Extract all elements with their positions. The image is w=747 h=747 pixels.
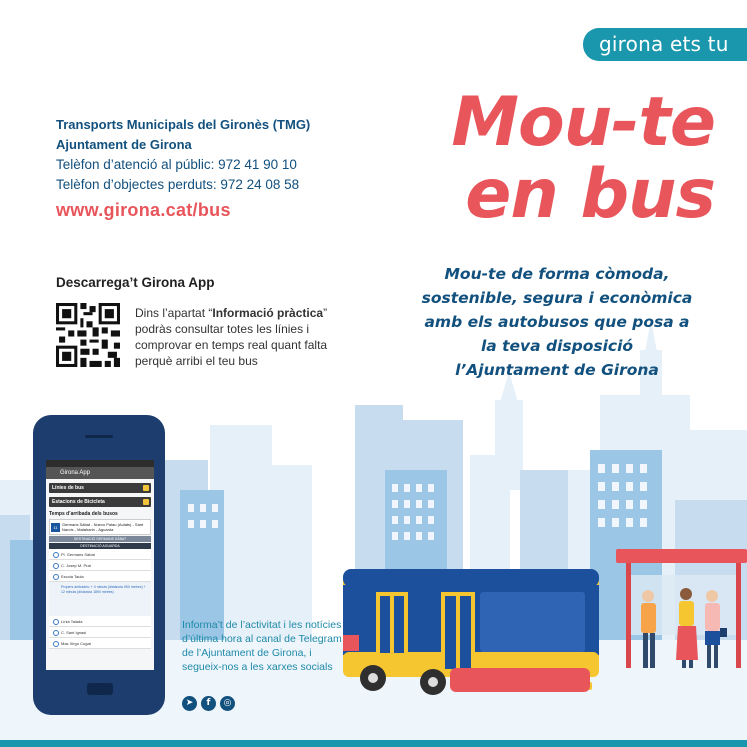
stop-item[interactable]: Pl. Germans Sàbat xyxy=(49,549,151,560)
route-card[interactable]: 11 Germans Sàbat - Nuevo Palau (Aulats) - Sant Narcís - Mataharin - Aguarda xyxy=(49,519,151,535)
bottom-band xyxy=(0,740,747,747)
stop-item[interactable]: C. Josep M. Prat xyxy=(49,560,151,571)
org-name: Transports Municipals del Gironès (TMG) xyxy=(56,117,311,132)
subheadline: Mou-te de forma còmoda, sostenible, segura i econòmica amb els autobusos que posa a la teva disposició l’Ajuntament de Girona xyxy=(421,265,693,379)
app-description: Dins l’apartat “Informació pràctica” podràs consultar totes les línies i comprovar en temps real quant falta perquè arribi el teu bus xyxy=(135,306,328,368)
phone-screen xyxy=(46,460,154,670)
bike-stations-button[interactable]: Estacions de Bicicleta xyxy=(49,497,151,507)
destination-2: DESTINACIÓ AGUARDA xyxy=(49,543,151,549)
qr-code-icon[interactable] xyxy=(56,303,120,367)
stop-item[interactable]: Línia Taiada xyxy=(49,616,151,627)
headline xyxy=(451,83,715,234)
destination-1: DESTINACIÓ GERMANS SÀBAT xyxy=(49,536,151,542)
stop-item[interactable]: Mas Xirgu Cugat xyxy=(49,638,151,649)
org-council: Ajuntament de Girona xyxy=(56,137,192,152)
telegram-note: Informa’t de l’activitat i les notícies d’última hora al canal de Telegram de l’Ajuntament de Girona, i segueix-nos a les xarxes socials xyxy=(182,619,342,673)
phone-speaker xyxy=(85,435,113,438)
app-bar: Girona App xyxy=(46,467,154,479)
app-section-name: Informació pràctica xyxy=(212,306,324,320)
headline-line2: en bus xyxy=(465,155,715,234)
phone-lost-items: Telèfon d’objectes perduts: 972 24 08 58 xyxy=(56,177,300,192)
bus-lines-button[interactable]: Línies de bus xyxy=(49,483,151,493)
instagram-icon[interactable]: ◎ xyxy=(220,696,235,711)
website-link[interactable]: www.girona.cat/bus xyxy=(56,200,231,220)
social-links xyxy=(182,696,235,711)
bus-illustration xyxy=(343,569,599,695)
arrival-times-title: Temps d’arribada dels busos xyxy=(49,511,118,517)
arrival-info: Propers arribades: + 4 minuts (distància 950 metres) + 12 minuts (distància 1890 metres) xyxy=(49,582,151,616)
organization-info xyxy=(56,115,310,221)
facebook-icon[interactable]: f xyxy=(201,696,216,711)
headline-line1: Mou-te xyxy=(451,83,715,162)
stop-item[interactable]: C. Sant Ignasi xyxy=(49,627,151,638)
phone-mockup xyxy=(33,415,165,715)
phone-home-button xyxy=(87,683,113,695)
status-bar xyxy=(46,460,154,467)
brand-badge: girona ets tu xyxy=(583,28,747,61)
telegram-icon[interactable]: ➤ xyxy=(182,696,197,711)
stop-item[interactable]: Escola Taula xyxy=(49,571,151,582)
phone-attention: Telèfon d’atenció al públic: 972 41 90 10 xyxy=(56,157,297,172)
app-download-title: Descarrega’t Girona App xyxy=(56,275,215,290)
